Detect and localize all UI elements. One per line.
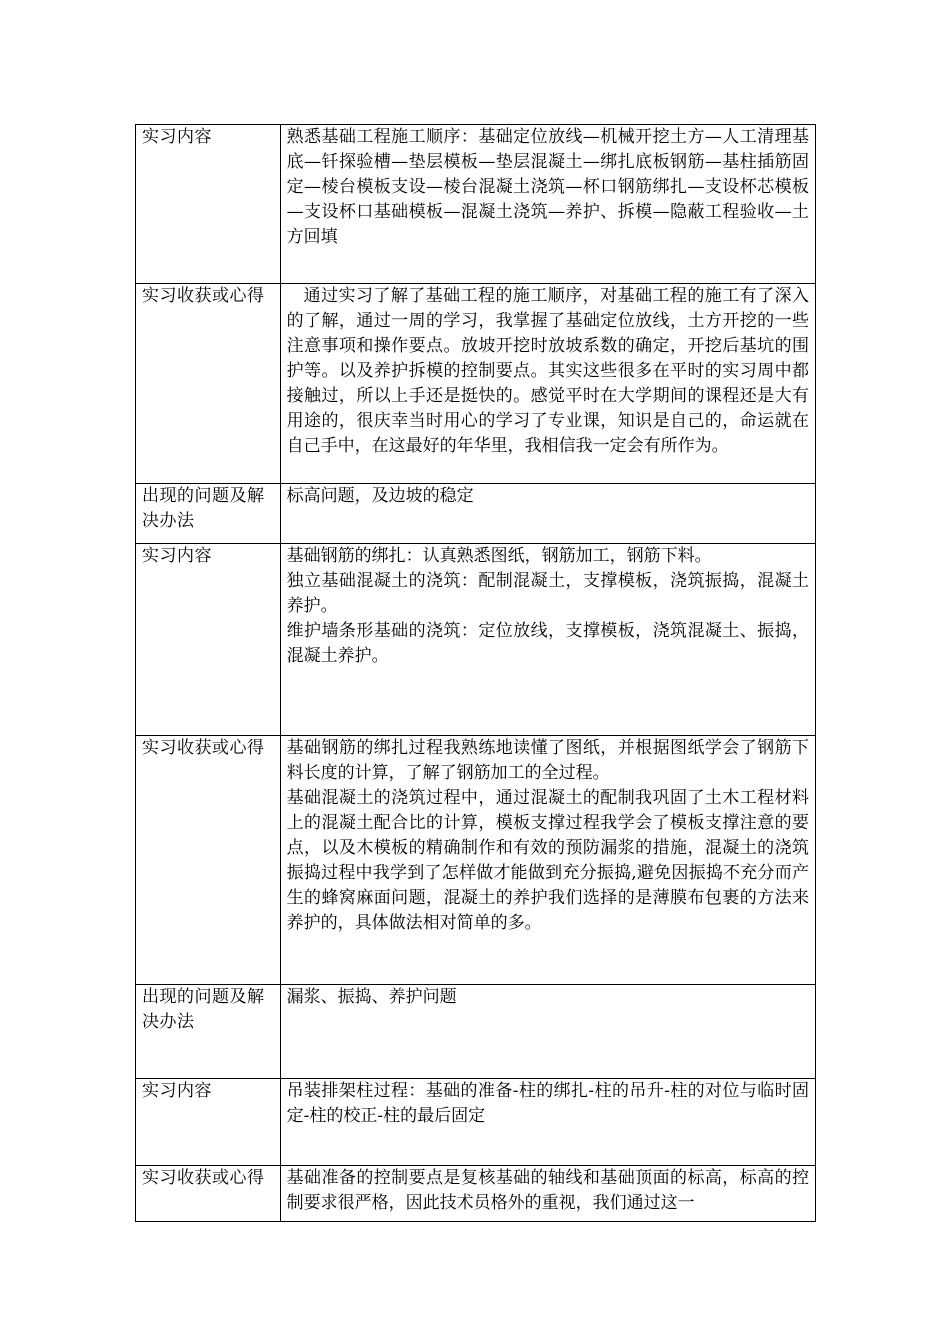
table-row	[136, 125, 816, 284]
internship-log-table	[135, 124, 816, 1222]
table-row	[136, 1079, 816, 1166]
row-label: 实习收获或心得	[136, 284, 281, 484]
content-paragraph: 基础钢筋的绑扎：认真熟悉图纸，钢筋加工，钢筋下料。	[286, 546, 712, 566]
content-paragraph: 吊装排架柱过程：基础的准备-柱的绑扎-柱的吊升-柱的对位与临时固定-柱的校正-柱的最后固定	[286, 1081, 809, 1126]
table-row	[136, 544, 816, 736]
content-paragraph: 熟悉基础工程施工顺序：基础定位放线—机械开挖土方—人工清理基底—钎探验槽—垫层模板—垫层混凝土—绑扎底板钢筋—基柱插筋固定—棱台模板支设—棱台混凝土浇筑—杯口钢筋绑扎—支设杯芯模板—支设杯口基础模板—混凝土浇筑—养护、拆模—隐蔽工程验收—土方回填	[286, 127, 809, 247]
content-paragraph: 漏浆、振捣、养护问题	[286, 987, 457, 1007]
row-label: 实习内容	[136, 1079, 281, 1166]
row-label: 实习内容	[136, 125, 281, 284]
content-paragraph: 标高问题，及边坡的稳定	[286, 486, 474, 506]
table-row	[136, 985, 816, 1079]
row-label: 实习内容	[136, 544, 281, 736]
row-content	[280, 544, 815, 736]
content-paragraph: 基础混凝土的浇筑过程中，通过混凝土的配制我巩固了土木工程材料上的混凝土配合比的计算，模板支撑过程我学会了模板支撑注意的要点，以及木模板的精确制作和有效的预防漏浆的措施，混凝土的浇筑振捣过程中我学到了怎样做才能做到充分振捣,避免因振捣不充分而产生的蜂窝麻面问题，混凝土的养护我们选择的是薄膜布包裹的方法来养护的，具体做法相对简单的多。	[286, 788, 809, 933]
row-content	[280, 1079, 815, 1166]
row-content	[280, 736, 815, 985]
content-paragraph: 维护墙条形基础的浇筑：定位放线，支撑模板，浇筑混凝土、振捣，混凝土养护。	[286, 621, 809, 666]
table-row	[136, 736, 816, 985]
row-content	[280, 484, 815, 544]
content-paragraph: 基础准备的控制要点是复核基础的轴线和基础顶面的标高，标高的控制要求很严格，因此技术员格外的重视，我们通过这一	[286, 1168, 809, 1213]
row-label: 出现的问题及解决办法	[136, 484, 281, 544]
row-label: 实习收获或心得	[136, 736, 281, 985]
row-content	[280, 125, 815, 284]
table-row	[136, 284, 816, 484]
table-row	[136, 484, 816, 544]
row-content	[280, 1166, 815, 1222]
row-content	[280, 284, 815, 484]
row-label: 实习收获或心得	[136, 1166, 281, 1222]
row-label: 出现的问题及解决办法	[136, 985, 281, 1079]
content-paragraph: 通过实习了解了基础工程的施工顺序，对基础工程的施工有了深入的了解，通过一周的学习，我掌握了基础定位放线，土方开挖的一些注意事项和操作要点。放坡开挖时放坡系数的确定，开挖后基坑的围护等。以及养护拆模的控制要点。其实这些很多在平时的实习周中都接触过，所以上手还是挺快的。感觉平时在大学期间的课程还是大有用途的，很庆幸当时用心的学习了专业课，知识是自己的，命运就在自己手中，在这最好的年华里，我相信我一定会有所作为。	[286, 286, 809, 456]
content-paragraph: 独立基础混凝土的浇筑：配制混凝土，支撑模板，浇筑振捣，混凝土养护。	[286, 571, 809, 616]
row-content	[280, 985, 815, 1079]
table-row	[136, 1166, 816, 1222]
content-paragraph: 基础钢筋的绑扎过程我熟练地读懂了图纸，并根据图纸学会了钢筋下料长度的计算，了解了钢筋加工的全过程。	[286, 738, 809, 783]
